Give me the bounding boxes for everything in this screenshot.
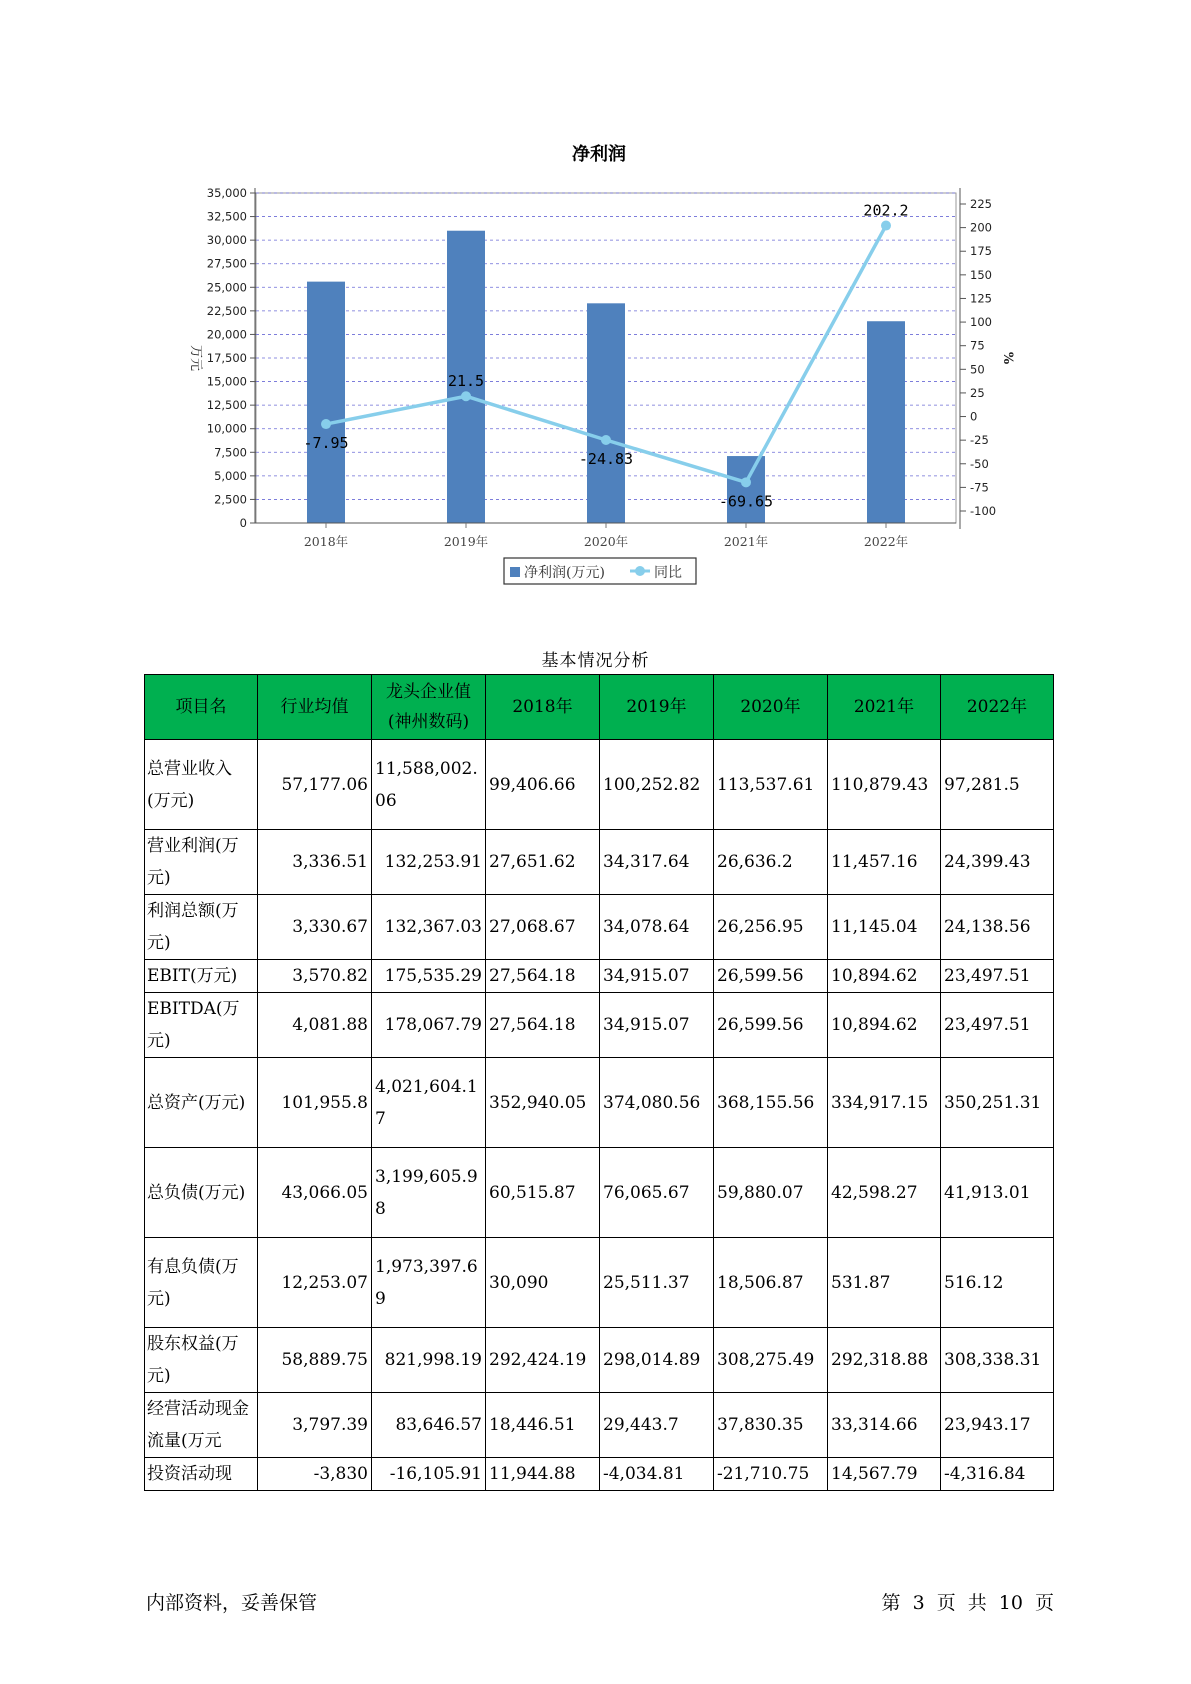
row-label: 总营业收入(万元)	[145, 740, 258, 830]
table-cell: 11,588,002.06	[372, 740, 486, 830]
table-row	[145, 1328, 1054, 1393]
header-item-name: 项目名	[145, 675, 258, 740]
table-cell: 292,318.88	[828, 1328, 941, 1393]
table-cell: 368,155.56	[714, 1058, 828, 1148]
table-cell: 83,646.57	[372, 1393, 486, 1458]
table-cell: 132,367.03	[372, 895, 486, 960]
bar	[587, 303, 625, 523]
y2-tick-label: 0	[970, 409, 978, 424]
y2-tick-label: 150	[970, 267, 992, 282]
table-cell: 99,406.66	[486, 740, 600, 830]
table-row	[145, 1458, 1054, 1491]
header-year-2021: 2021年	[828, 675, 941, 740]
table-cell: 33,314.66	[828, 1393, 941, 1458]
table-cell: -4,034.81	[600, 1458, 714, 1491]
table-cell: 12,253.07	[258, 1238, 372, 1328]
row-label: 经营活动现金流量(万元	[145, 1393, 258, 1458]
legend-line-label: 同比	[654, 565, 682, 581]
yoy-point	[881, 221, 891, 231]
yoy-point	[321, 419, 331, 429]
legend-bar-swatch	[510, 567, 520, 577]
footer-confidential-note: 内部资料，妥善保管	[146, 1592, 318, 1614]
table-cell: 23,497.51	[941, 960, 1054, 993]
row-label: 股东权益(万元)	[145, 1328, 258, 1393]
y2-tick-label: 25	[970, 385, 985, 400]
yoy-data-label: 202.2	[863, 201, 909, 220]
y-axis-title: 万元	[188, 344, 203, 372]
table-cell: 3,199,605.98	[372, 1148, 486, 1238]
table-cell: 37,830.35	[714, 1393, 828, 1458]
table-cell: 26,256.95	[714, 895, 828, 960]
yoy-data-label: -69.65	[718, 492, 774, 511]
row-label: 总资产(万元)	[145, 1058, 258, 1148]
y-tick-label: 10,000	[206, 421, 247, 436]
table-cell: 18,506.87	[714, 1238, 828, 1328]
table-cell: 34,317.64	[600, 830, 714, 895]
net-profit-chart	[0, 0, 1191, 600]
table-cell: 374,080.56	[600, 1058, 714, 1148]
table-cell: 24,138.56	[941, 895, 1054, 960]
y-tick-label: 15,000	[206, 374, 247, 389]
table-cell: 516.12	[941, 1238, 1054, 1328]
bar	[727, 456, 765, 523]
y-tick-label: 5,000	[214, 468, 247, 483]
table-cell: 10,894.62	[828, 993, 941, 1058]
row-label: 利润总额(万元)	[145, 895, 258, 960]
table-cell: 14,567.79	[828, 1458, 941, 1491]
table-cell: 18,446.51	[486, 1393, 600, 1458]
table-cell: 352,940.05	[486, 1058, 600, 1148]
x-tick-label: 2021年	[723, 534, 769, 549]
table-cell: 3,336.51	[258, 830, 372, 895]
table-cell: 308,275.49	[714, 1328, 828, 1393]
table-cell: 113,537.61	[714, 740, 828, 830]
yoy-point	[461, 391, 471, 401]
table-cell: -3,830	[258, 1458, 372, 1491]
table-row	[145, 895, 1054, 960]
table-cell: 58,889.75	[258, 1328, 372, 1393]
y-tick-label: 27,500	[206, 256, 247, 271]
y2-tick-label: -25	[970, 433, 989, 448]
table-cell: 101,955.8	[258, 1058, 372, 1148]
table-cell: 27,651.62	[486, 830, 600, 895]
table-cell: 178,067.79	[372, 993, 486, 1058]
table-cell: 26,636.2	[714, 830, 828, 895]
yoy-data-label: 21.5	[447, 372, 485, 391]
row-label: 总负债(万元)	[145, 1148, 258, 1238]
table-row	[145, 1148, 1054, 1238]
table-cell: 531.87	[828, 1238, 941, 1328]
yoy-data-label: -24.83	[578, 449, 634, 468]
row-label: EBITDA(万元)	[145, 993, 258, 1058]
table-cell: 57,177.06	[258, 740, 372, 830]
y2-tick-label: 75	[970, 338, 985, 353]
y2-axis-title: %	[1000, 351, 1015, 365]
legend-line-marker	[635, 566, 645, 576]
table-row	[145, 1058, 1054, 1148]
legend-bar-label: 净利润(万元)	[524, 565, 605, 581]
table-cell: 23,497.51	[941, 993, 1054, 1058]
table-cell: 34,078.64	[600, 895, 714, 960]
table-cell: 350,251.31	[941, 1058, 1054, 1148]
row-label: EBIT(万元)	[145, 960, 258, 993]
y-tick-label: 30,000	[206, 233, 247, 248]
table-row	[145, 960, 1054, 993]
chart-canvas	[0, 0, 1191, 600]
x-tick-label: 2020年	[583, 534, 629, 549]
table-cell: 3,570.82	[258, 960, 372, 993]
y-tick-label: 32,500	[206, 209, 247, 224]
x-tick-label: 2018年	[303, 534, 349, 549]
table-cell: 34,915.07	[600, 993, 714, 1058]
table-cell: 23,943.17	[941, 1393, 1054, 1458]
bar	[867, 321, 905, 523]
table-cell: 26,599.56	[714, 993, 828, 1058]
header-leader-value: 龙头企业值(神州数码)	[372, 675, 486, 740]
row-label: 投资活动现	[145, 1458, 258, 1491]
table-cell: 30,090	[486, 1238, 600, 1328]
table-cell: 1,973,397.69	[372, 1238, 486, 1328]
header-year-2020: 2020年	[714, 675, 828, 740]
table-row	[145, 830, 1054, 895]
table-cell: 27,564.18	[486, 993, 600, 1058]
basic-analysis-table	[144, 674, 1054, 1491]
table-cell: 110,879.43	[828, 740, 941, 830]
table-cell: 821,998.19	[372, 1328, 486, 1393]
table-cell: 11,145.04	[828, 895, 941, 960]
table-cell: 76,065.67	[600, 1148, 714, 1238]
x-tick-label: 2022年	[863, 534, 909, 549]
header-year-2022: 2022年	[941, 675, 1054, 740]
y-tick-label: 0	[239, 516, 247, 530]
chart-title: 净利润	[572, 144, 626, 165]
header-year-2019: 2019年	[600, 675, 714, 740]
table-cell: 42,598.27	[828, 1148, 941, 1238]
y-tick-label: 35,000	[206, 186, 247, 200]
y2-tick-label: -100	[970, 504, 997, 518]
table-cell: 26,599.56	[714, 960, 828, 993]
table-cell: 29,443.7	[600, 1393, 714, 1458]
table-cell: 25,511.37	[600, 1238, 714, 1328]
y-tick-label: 22,500	[206, 303, 247, 318]
y2-tick-label: 125	[970, 291, 992, 306]
table-cell: 11,457.16	[828, 830, 941, 895]
table-cell: -16,105.91	[372, 1458, 486, 1491]
table-cell: 4,081.88	[258, 993, 372, 1058]
footer-page-number: 第 3 页 共 10 页	[881, 1592, 1054, 1614]
table-row	[145, 1393, 1054, 1458]
table-cell: 34,915.07	[600, 960, 714, 993]
table-cell: 308,338.31	[941, 1328, 1054, 1393]
table-cell: 100,252.82	[600, 740, 714, 830]
table-cell: 132,253.91	[372, 830, 486, 895]
y2-tick-label: 50	[970, 362, 985, 377]
table-cell: 11,944.88	[486, 1458, 600, 1491]
table-cell: 24,399.43	[941, 830, 1054, 895]
table-cell: 10,894.62	[828, 960, 941, 993]
table-cell: 3,330.67	[258, 895, 372, 960]
y2-tick-label: -75	[970, 480, 989, 495]
table-cell: 41,913.01	[941, 1148, 1054, 1238]
header-industry-average: 行业均值	[258, 675, 372, 740]
y2-tick-label: 200	[970, 220, 992, 235]
table-caption: 基本情况分析	[541, 651, 650, 671]
row-label: 有息负债(万元)	[145, 1238, 258, 1328]
table-cell: -4,316.84	[941, 1458, 1054, 1491]
y-tick-label: 7,500	[214, 445, 247, 460]
table-cell: 27,068.67	[486, 895, 600, 960]
y2-tick-label: 225	[970, 197, 992, 211]
y2-tick-label: 100	[970, 315, 992, 330]
table-cell: 292,424.19	[486, 1328, 600, 1393]
y-tick-label: 2,500	[214, 492, 247, 507]
table-cell: 334,917.15	[828, 1058, 941, 1148]
table-row	[145, 993, 1054, 1058]
yoy-point	[601, 435, 611, 445]
table-cell: 60,515.87	[486, 1148, 600, 1238]
table-cell: 4,021,604.17	[372, 1058, 486, 1148]
table-cell: 3,797.39	[258, 1393, 372, 1458]
table-cell: 59,880.07	[714, 1148, 828, 1238]
yoy-point	[741, 477, 751, 487]
header-year-2018: 2018年	[486, 675, 600, 740]
y-tick-label: 12,500	[206, 398, 247, 413]
table-cell: 175,535.29	[372, 960, 486, 993]
table-cell: 43,066.05	[258, 1148, 372, 1238]
bar	[307, 282, 345, 523]
y2-tick-label: 175	[970, 244, 992, 259]
table-cell: 27,564.18	[486, 960, 600, 993]
x-tick-label: 2019年	[443, 534, 489, 549]
y-tick-label: 20,000	[206, 327, 247, 342]
table-cell: 97,281.5	[941, 740, 1054, 830]
table-cell: -21,710.75	[714, 1458, 828, 1491]
table-row	[145, 740, 1054, 830]
y-tick-label: 25,000	[206, 280, 247, 295]
table-cell: 298,014.89	[600, 1328, 714, 1393]
row-label: 营业利润(万元)	[145, 830, 258, 895]
table-header-row	[145, 675, 1054, 740]
yoy-data-label: -7.95	[303, 434, 349, 453]
y-tick-label: 17,500	[206, 351, 247, 365]
y2-tick-label: -50	[970, 456, 989, 471]
table-row	[145, 1238, 1054, 1328]
